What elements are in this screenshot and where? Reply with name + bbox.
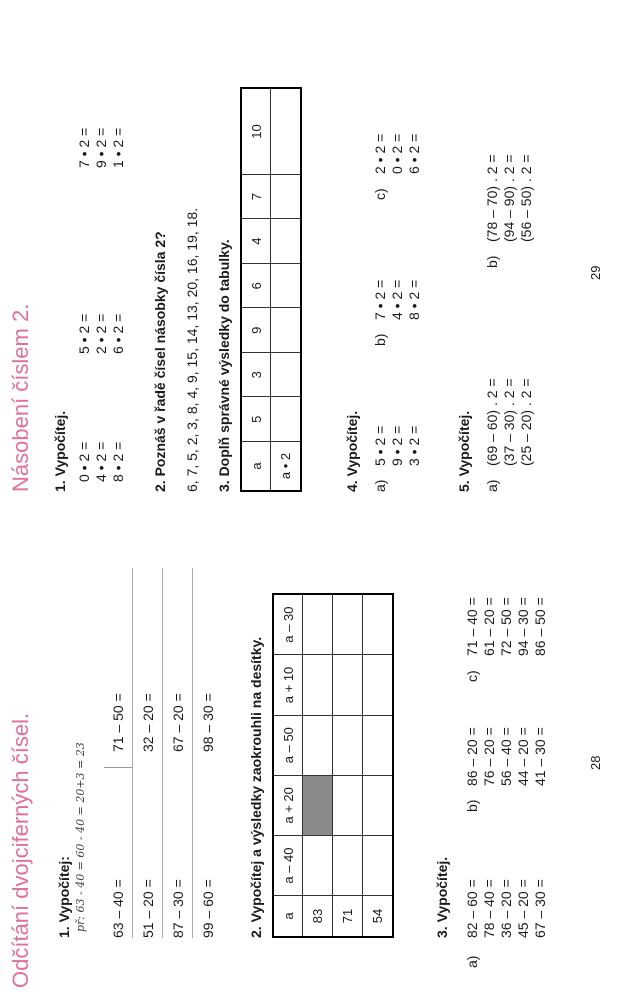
page-title: Odčítání dvojciferných čísel. (8, 712, 33, 988)
answer-cell[interactable] (363, 836, 393, 896)
exercise-item: 0 • 2 = (76, 441, 92, 482)
table-header: a + 20 (273, 775, 303, 835)
answer-cell[interactable] (271, 88, 301, 174)
exercise-item: 99 – 60 = (200, 879, 216, 938)
exercise-item: 51 – 20 = (140, 879, 156, 938)
exercise-item: 2 • 2 = (93, 313, 109, 354)
answer-cell[interactable] (363, 655, 393, 715)
answer-cell[interactable] (271, 263, 301, 308)
table-header: a – 40 (273, 836, 303, 896)
multiplication-table (240, 87, 302, 492)
answer-cell[interactable] (333, 715, 363, 775)
handwritten-example: př: 63 - 40 = 60 - 40 = 20+3 = 23 (74, 742, 87, 932)
exercise-item: 61 – 20 = (481, 597, 497, 656)
subsection-label: b) (484, 255, 500, 268)
exercise-item: (56 – 50) . 2 = (518, 154, 534, 242)
answer-cell[interactable] (303, 655, 333, 715)
exercise-item: 9 • 2 = (389, 425, 405, 466)
rounding-table (272, 593, 394, 938)
exercise-item: 82 – 60 = (464, 879, 480, 938)
answer-cell[interactable] (271, 397, 301, 442)
exercise-item: (25 – 20) . 2 = (518, 378, 534, 466)
exercise-3-heading: 3. Vypočítej. (434, 856, 450, 938)
table-cell: 4 (241, 219, 271, 264)
exercise-item: 3 • 2 = (406, 425, 422, 466)
exercise-item: 67 – 30 = (532, 879, 548, 938)
exercise-item: 86 – 20 = (464, 727, 480, 786)
table-cell: 7 (241, 174, 271, 219)
exercise-item: 86 – 50 = (532, 597, 548, 656)
exercise-item: 36 – 20 = (498, 879, 514, 938)
exercise-item: 8 • 2 = (406, 279, 422, 320)
answer-cell[interactable] (303, 836, 333, 896)
exercise-item: 5 • 2 = (372, 425, 388, 466)
answer-cell[interactable] (363, 594, 393, 655)
exercise-item: 87 – 30 = (170, 879, 186, 938)
exercise-item: 0 • 2 = (389, 133, 405, 174)
left-page (0, 500, 633, 1000)
table-header: a – 30 (273, 594, 303, 655)
table-cell: 83 (303, 896, 333, 938)
exercise-item: 44 – 20 = (515, 727, 531, 786)
exercise-item: 41 – 30 = (532, 727, 548, 786)
answer-cell[interactable] (333, 836, 363, 896)
exercise-item: 5 • 2 = (76, 313, 92, 354)
exercise-4-heading: 4. Vypočítej. (344, 410, 360, 492)
answer-cell[interactable] (271, 352, 301, 397)
answer-line (192, 568, 193, 938)
answer-cell[interactable] (333, 594, 363, 655)
subsection-label: c) (464, 670, 480, 682)
exercise-item: 67 – 20 = (170, 693, 186, 752)
subsection-label: c) (372, 188, 388, 200)
answer-cell[interactable] (333, 655, 363, 715)
number-sequence: 6, 7, 5, 2, 3, 8, 4, 9, 15, 14, 13, 20, 16, 19, 18. (184, 207, 200, 492)
page-number: 28 (588, 755, 603, 770)
exercise-item: 1 • 2 = (110, 127, 126, 168)
table-cell: 71 (333, 896, 363, 938)
table-cell: 54 (363, 896, 393, 938)
subsection-label: a) (464, 955, 480, 968)
table-header: a (273, 896, 303, 938)
exercise-item: 4 • 2 = (93, 441, 109, 482)
exercise-item: 72 – 50 = (498, 597, 514, 656)
exercise-item: 2 • 2 = (372, 133, 388, 174)
table-header: a (241, 442, 271, 492)
exercise-item: 63 – 40 = (110, 879, 126, 938)
exercise-item: (78 – 70) . 2 = (484, 154, 500, 242)
exercise-5-heading: 5. Vypočítej. (456, 410, 472, 492)
exercise-item: 78 – 40 = (481, 879, 497, 938)
subsection-label: b) (464, 799, 480, 812)
exercise-item: 4 • 2 = (389, 279, 405, 320)
page-number: 29 (588, 265, 603, 280)
exercise-2-heading: 2. Vypočítej a výsledky zaokrouhli na desítky. (248, 636, 264, 938)
exercise-item: 9 • 2 = (93, 127, 109, 168)
answer-line (162, 568, 163, 938)
exercise-item: 6 • 2 = (110, 313, 126, 354)
exercise-item: 98 – 30 = (200, 693, 216, 752)
answer-cell[interactable] (271, 308, 301, 353)
answer-cell[interactable] (363, 775, 393, 835)
exercise-3-heading: 3. Doplň správné výsledky do tabulky. (216, 239, 232, 492)
exercise-item: 45 – 20 = (515, 879, 531, 938)
exercise-item: (94 – 90) . 2 = (501, 154, 517, 242)
subsection-label: b) (372, 333, 388, 346)
answer-cell[interactable] (271, 219, 301, 264)
exercise-item: 8 • 2 = (110, 441, 126, 482)
exercise-item: (69 – 60) . 2 = (484, 378, 500, 466)
exercise-1-heading: 1. Vypočítej. (52, 410, 68, 492)
table-cell: 5 (241, 397, 271, 442)
table-header: a • 2 (271, 442, 301, 492)
exercise-1-heading: 1. Vypočítej: (56, 856, 72, 938)
table-cell: 9 (241, 308, 271, 353)
answer-cell[interactable] (333, 775, 363, 835)
answer-cell[interactable] (363, 715, 393, 775)
answer-cell[interactable] (271, 174, 301, 219)
exercise-item: 94 – 30 = (515, 597, 531, 656)
exercise-item: (37 – 30) . 2 = (501, 378, 517, 466)
table-cell: 3 (241, 352, 271, 397)
exercise-item: 56 – 40 = (498, 727, 514, 786)
table-cell: 6 (241, 263, 271, 308)
subsection-label: a) (372, 479, 388, 492)
exercise-item: 6 • 2 = (406, 133, 422, 174)
exercise-item: 71 – 50 = (110, 693, 126, 752)
table-cell: 10 (241, 88, 271, 174)
table-header: a – 50 (273, 715, 303, 775)
answer-line (132, 568, 133, 938)
exercise-item: 7 • 2 = (76, 127, 92, 168)
answer-cell[interactable] (303, 715, 333, 775)
column-divider (104, 767, 132, 768)
exercise-item: 76 – 20 = (481, 727, 497, 786)
exercise-item: 32 – 20 = (140, 693, 156, 752)
shaded-cell (303, 775, 333, 835)
subsection-label: a) (484, 479, 500, 492)
table-header: a + 10 (273, 655, 303, 715)
exercise-2-heading: 2. Poznáš v řadě čísel násobky čísla 2? (152, 231, 168, 492)
answer-cell[interactable] (303, 594, 333, 655)
exercise-item: 71 – 40 = (464, 597, 480, 656)
page-title: Násobení číslem 2. (8, 303, 33, 492)
exercise-item: 7 • 2 = (372, 279, 388, 320)
